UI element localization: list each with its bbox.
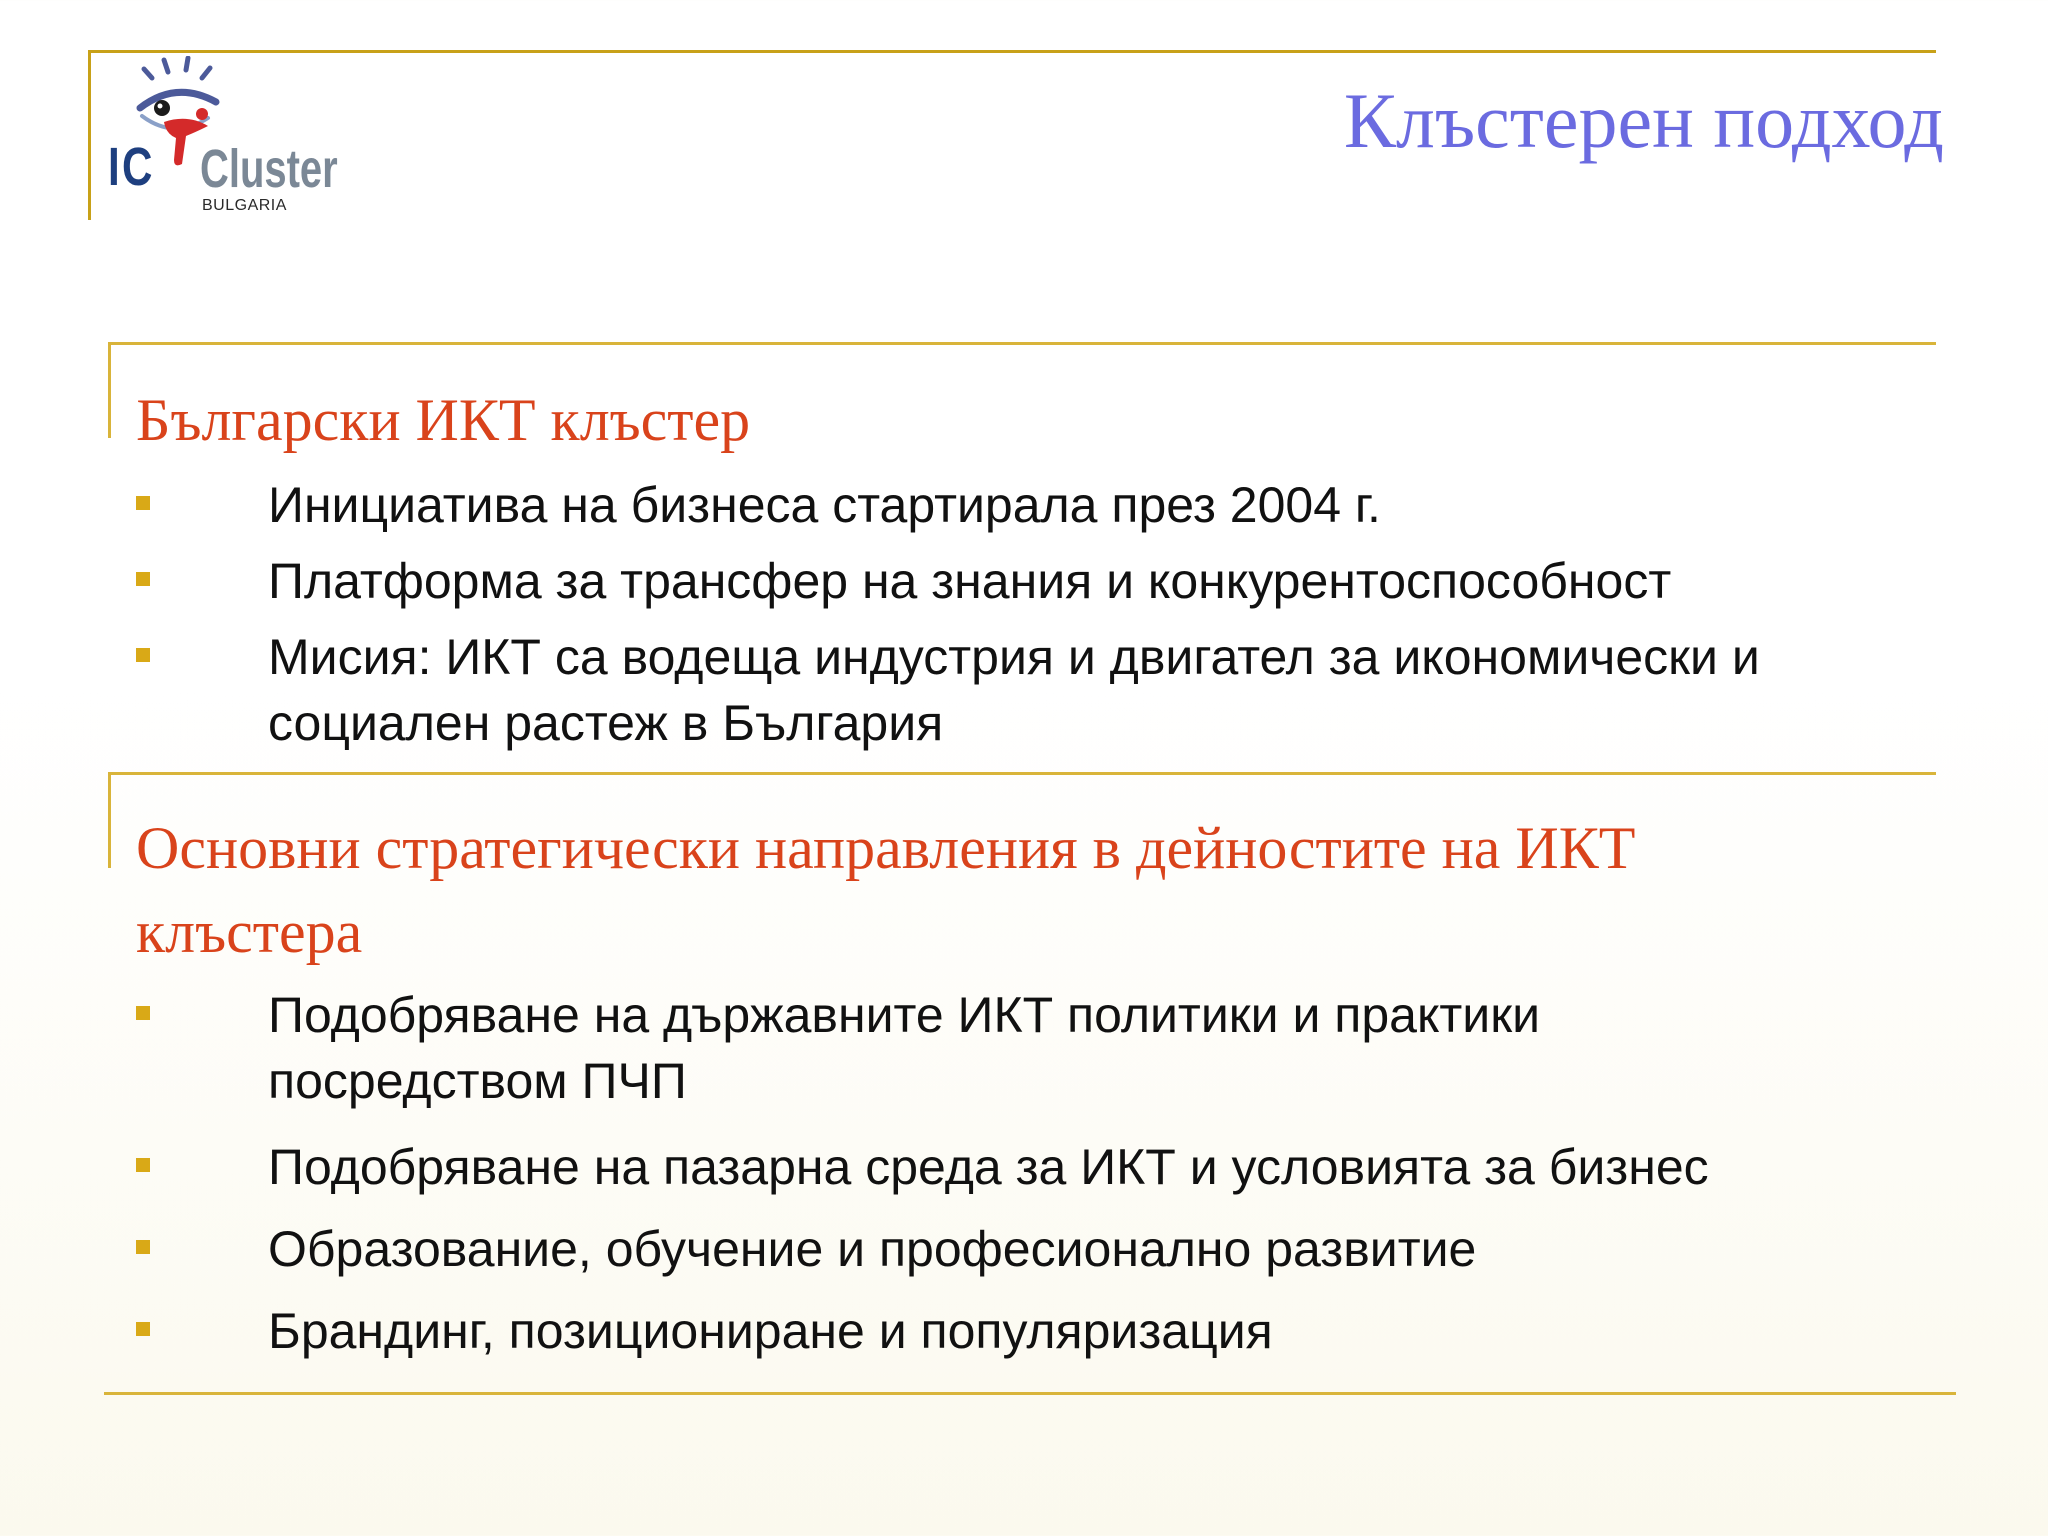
bullet-text: Инициатива на бизнеса стартирала през 2004 г.	[268, 477, 1381, 533]
section-2-top-rule	[108, 772, 1936, 775]
slide-title: Клъстерен подход	[1343, 77, 1944, 164]
header-left-rule	[88, 50, 91, 220]
section-1-top-rule	[108, 342, 1936, 345]
ict-cluster-logo	[104, 56, 364, 221]
section-2-left-rule	[108, 772, 111, 868]
bullet-text: Брандинг, позициониране и популяризация	[268, 1303, 1273, 1359]
footer-rule	[104, 1392, 1956, 1395]
section-1-left-rule	[108, 342, 111, 438]
bullet-square-icon	[136, 1006, 150, 1020]
bullet-square-icon	[136, 648, 150, 662]
bullet-square-icon	[136, 1240, 150, 1254]
bullet-text: Образование, обучение и професионално развитие	[268, 1221, 1477, 1277]
bullet-square-icon	[136, 1158, 150, 1172]
bullet-square-icon	[136, 572, 150, 586]
bullet-text: Мисия: ИКТ са водеща индустрия и двигател за икономически и социален растеж в България	[268, 629, 1760, 751]
logo-cluster-text: Cluster	[200, 139, 338, 199]
bullet-square-icon	[136, 1322, 150, 1336]
section-1-heading: Български ИКТ клъстер	[136, 387, 751, 453]
bullet-text: Платформа за трансфер на знания и конкурентоспособност	[268, 553, 1672, 609]
section-2-heading: Основни стратегически направления в дейностите на ИКТ клъстера	[136, 815, 1636, 965]
bullet-text: Подобряване на държавните ИКТ политики и практики посредством ПЧП	[268, 987, 1541, 1109]
header-top-rule	[88, 50, 1936, 53]
bullet-square-icon	[136, 496, 150, 510]
bullet-text: Подобряване на пазарна среда за ИКТ и условията за бизнес	[268, 1139, 1709, 1195]
logo-country-text: BULGARIA	[202, 197, 287, 214]
logo-ic-text: IC	[108, 137, 155, 197]
